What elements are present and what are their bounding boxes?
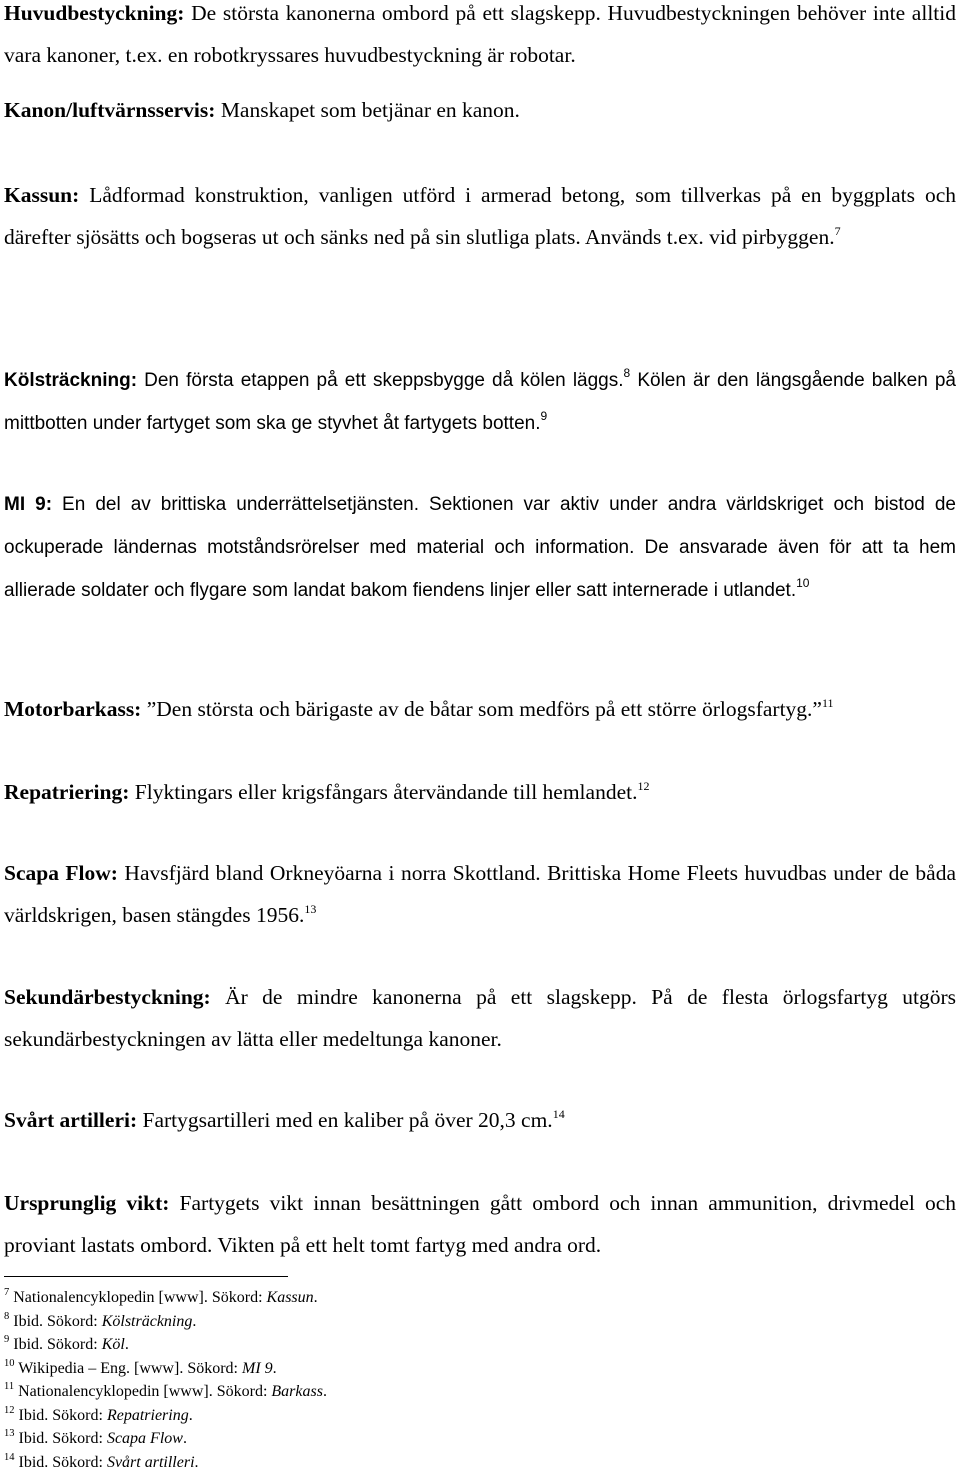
footnote-keyword: Kassun [267, 1289, 314, 1306]
footnote-ref[interactable]: 10 [796, 576, 809, 590]
footnote-separator [4, 1276, 288, 1277]
entry-term: Repatriering: [4, 780, 129, 804]
footnote-text: Ibid. Sökord: [19, 1454, 107, 1471]
footnote-ref[interactable]: 13 [304, 902, 316, 916]
footnote [4, 1451, 704, 1474]
entry-term: Kölsträckning: [4, 370, 137, 391]
footnote [4, 1286, 704, 1310]
glossary-entry-kassun [4, 174, 956, 258]
footnote-ref[interactable]: 7 [835, 224, 841, 238]
footnote-number: 9 [4, 1334, 9, 1345]
footnote-ref[interactable]: 8 [624, 366, 631, 380]
footnote-keyword: Repatriering [107, 1407, 189, 1424]
footnote-ref[interactable]: 14 [553, 1107, 565, 1121]
glossary-entry-huvudbestyckning [4, 0, 956, 76]
footnote-end: . [189, 1407, 193, 1424]
footnote [4, 1380, 704, 1404]
footnote-text: Wikipedia – Eng. [www]. Sökord: [18, 1360, 242, 1377]
footnote-ref[interactable]: 11 [822, 696, 834, 710]
entry-definition: Lådformad konstruktion, vanligen utförd i armerad betong, som tillverkas på en byggplats och därefter sjösätts och bogseras ut och sänks ned på sin slutliga plats. Används t.ex. vid pirbyggen. [4, 183, 956, 249]
footnote-number: 13 [4, 1428, 15, 1439]
entry-term: Scapa Flow: [4, 861, 118, 885]
footnote-end: . [273, 1360, 277, 1377]
entry-term: Huvudbestyckning: [4, 1, 184, 25]
footnote-end: . [183, 1430, 187, 1447]
entry-definition: Fartygsartilleri med en kaliber på över 20,3 cm. [137, 1108, 553, 1132]
footnote [4, 1357, 704, 1381]
footnote-number: 14 [4, 1452, 15, 1463]
entry-term: Motorbarkass: [4, 697, 141, 721]
footnote-number: 10 [4, 1358, 15, 1369]
footnote-end: . [192, 1313, 196, 1330]
footnote-text: Nationalencyklopedin [www]. Sökord: [18, 1383, 271, 1400]
footnote-number: 11 [4, 1381, 14, 1392]
footnote [4, 1404, 704, 1428]
footnote-end: . [195, 1454, 199, 1471]
glossary-entry-scapa-flow [4, 852, 956, 936]
glossary-entry-svart-artilleri [4, 1099, 956, 1141]
entry-definition: Fartygets vikt innan besättningen gått ombord och innan ammunition, drivmedel och proviant lastats ombord. Vikten på ett helt tomt fartyg med andra ord. [4, 1191, 956, 1257]
glossary-entry-mi9 [4, 483, 956, 612]
footnote [4, 1427, 704, 1451]
entry-definition: De största kanonerna ombord på ett slagskepp. Huvudbestyckningen behöver inte alltid vara kanoner, t.ex. en robotkryssares huvudbestyckning är robotar. [4, 1, 956, 67]
footnote [4, 1310, 704, 1334]
entry-definition: Är de mindre kanonerna på ett slagskepp. På de flesta örlogsfartyg utgörs sekundärbestyckningen av lätta eller medeltunga kanoner. [4, 985, 956, 1051]
footnote-number: 8 [4, 1311, 9, 1322]
footnote [4, 1333, 704, 1357]
footnote-keyword: Barkass [271, 1383, 323, 1400]
footnote-text: Nationalencyklopedin [www]. Sökord: [13, 1289, 266, 1306]
entry-definition: Manskapet som betjänar en kanon. [215, 98, 520, 122]
footnote-text: Ibid. Sökord: [19, 1407, 107, 1424]
footnote-end: . [125, 1336, 129, 1353]
entry-definition: ”Den största och bärigaste av de båtar som medförs på ett större örlogsfartyg.” [141, 697, 822, 721]
glossary-entry-kolstrackning [4, 359, 956, 445]
footnote-number: 7 [4, 1287, 9, 1298]
entry-term: Kassun: [4, 183, 79, 207]
entry-definition-continued: Kölen är den längsgående balken på mittbotten under fartyget som ska ge styvhet åt fartygets botten. [4, 370, 956, 434]
footnote-keyword: Scapa Flow [107, 1430, 183, 1447]
entry-definition: Havsfjärd bland Orkneyöarna i norra Skottland. Brittiska Home Fleets huvudbas under de båda världskrigen, basen stängdes 1956. [4, 861, 956, 927]
glossary-entry-kanon-luftvarnsservis [4, 89, 956, 131]
glossary-entry-ursprunglig-vikt [4, 1182, 956, 1266]
footnotes [4, 1286, 704, 1474]
entry-term: Svårt artilleri: [4, 1108, 137, 1132]
entry-definition: Flyktingars eller krigsfångars återvändande till hemlandet. [129, 780, 637, 804]
footnote-number: 12 [4, 1405, 15, 1416]
footnote-text: Ibid. Sökord: [13, 1336, 101, 1353]
entry-definition: En del av brittiska underrättelsetjänsten. Sektionen var aktiv under andra världskriget och bistod de ockuperade ländernas motståndsrörelser med material och information. De ansvarade även för att ta hem allierade soldater och flygare som landat bakom fiendens linjer eller satt internerade i utlandet. [4, 494, 956, 601]
glossary-entry-repatriering [4, 771, 956, 813]
entry-term: Kanon/luftvärnsservis: [4, 98, 215, 122]
footnote-end: . [323, 1383, 327, 1400]
entry-term: Sekundärbestyckning: [4, 985, 211, 1009]
footnote-keyword: Svårt artilleri [107, 1454, 195, 1471]
footnote-ref[interactable]: 9 [541, 409, 548, 423]
glossary-entry-motorbarkass [4, 688, 956, 730]
footnote-text: Ibid. Sökord: [13, 1313, 101, 1330]
entry-term: MI 9: [4, 494, 52, 515]
footnote-keyword: MI 9 [242, 1360, 273, 1377]
footnote-keyword: Köl [102, 1336, 125, 1353]
glossary-entry-sekundarbestyckning [4, 976, 956, 1060]
entry-definition: Den första etappen på ett skeppsbygge då kölen läggs. [137, 370, 624, 391]
footnote-ref[interactable]: 12 [637, 779, 649, 793]
entry-term: Ursprunglig vikt: [4, 1191, 169, 1215]
footnote-text: Ibid. Sökord: [19, 1430, 107, 1447]
footnote-end: . [314, 1289, 318, 1306]
footnote-keyword: Kölsträckning [102, 1313, 193, 1330]
